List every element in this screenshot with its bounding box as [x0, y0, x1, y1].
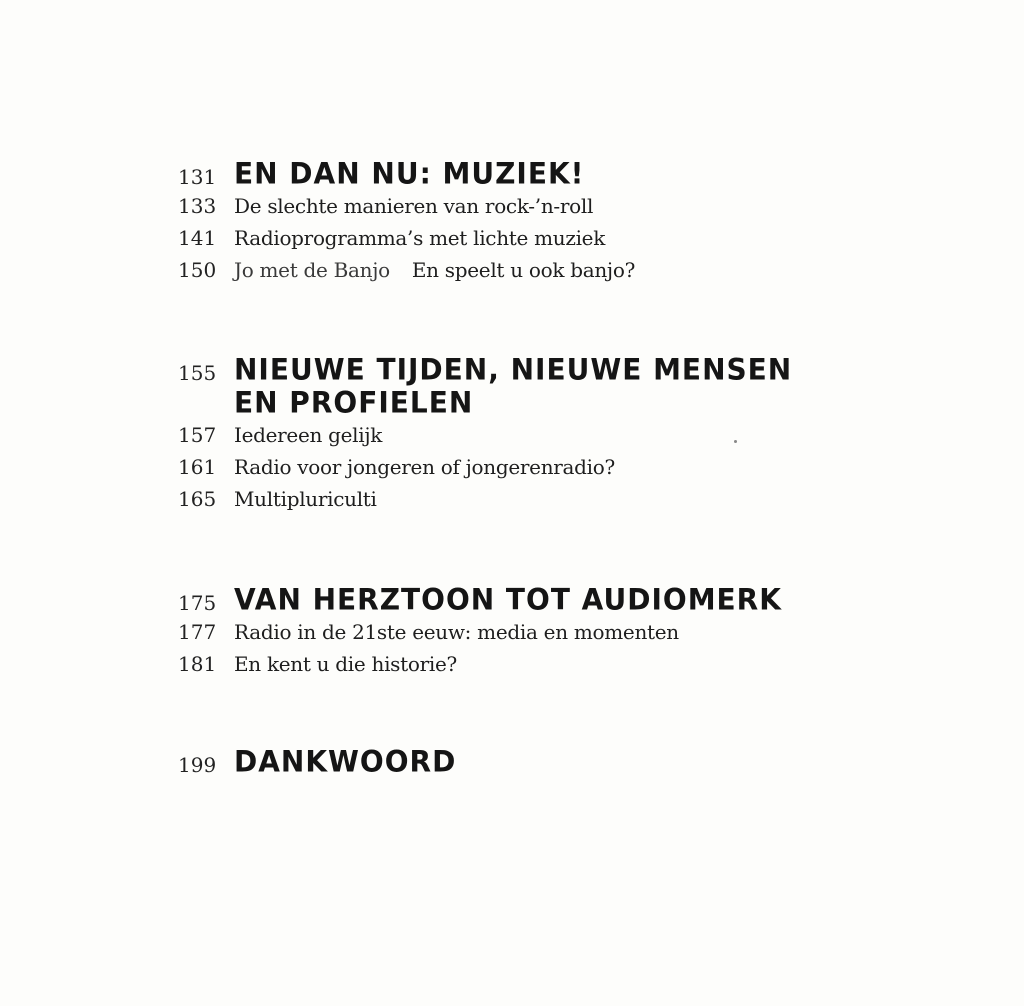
section-heading-row: [178, 746, 798, 779]
entry-page-number: 177: [178, 620, 217, 644]
entry-page-number: 165: [178, 487, 217, 511]
section-page-number: 155: [178, 361, 217, 385]
section-page-number: 175: [178, 591, 217, 615]
toc-entry: [178, 455, 798, 487]
section-title: DANKWOORD: [234, 744, 457, 779]
toc-entry: [178, 620, 798, 652]
entry-title: Multipluriculti: [234, 487, 377, 511]
section-page-number: 131: [178, 165, 217, 189]
scan-speck: [734, 440, 737, 443]
section-title-line-2: EN PROFIELEN: [234, 385, 474, 420]
toc-section-dankwoord: [178, 746, 798, 782]
toc-entry: [178, 226, 798, 258]
section-title: VAN HERZTOON TOT AUDIOMERK: [234, 582, 782, 617]
toc-entry: [178, 258, 798, 290]
toc-section-nieuwe-tijden: [178, 354, 798, 519]
section-title-line-1: NIEUWE TIJDEN, NIEUWE MENSEN: [234, 352, 793, 387]
entry-page-number: 133: [178, 194, 217, 218]
entry-title: De slechte manieren van rock-’n-roll: [234, 194, 594, 218]
toc-entry: [178, 487, 798, 519]
entry-title: [234, 258, 635, 282]
section-title: EN DAN NU: MUZIEK!: [234, 156, 585, 191]
entry-page-number: 181: [178, 652, 217, 676]
entry-page-number: 157: [178, 423, 217, 447]
section-page-number: 199: [178, 753, 217, 777]
toc-section-muziek: [178, 158, 798, 290]
entry-title: Radio in de 21ste eeuw: media en momenten: [234, 620, 679, 644]
entry-page-number: 150: [178, 258, 217, 282]
entry-label: Jo met de Banjo: [234, 258, 390, 282]
toc-entry: [178, 194, 798, 226]
entry-title: Iedereen gelijk: [234, 423, 383, 447]
entry-subtitle: En speelt u ook banjo?: [411, 258, 635, 282]
toc-entry: [178, 423, 798, 455]
section-heading-row: [178, 158, 798, 191]
section-heading-row: [178, 584, 798, 617]
section-heading-row: [178, 354, 798, 387]
toc-entry: [178, 652, 798, 684]
toc-section-herztoon: [178, 584, 798, 684]
entry-page-number: 161: [178, 455, 217, 479]
section-heading-row: [178, 387, 798, 420]
entry-page-number: 141: [178, 226, 217, 250]
entry-title: Radioprogramma’s met lichte muziek: [234, 226, 606, 250]
entry-title: En kent u die historie?: [234, 652, 457, 676]
entry-title: Radio voor jongeren of jongerenradio?: [234, 455, 615, 479]
